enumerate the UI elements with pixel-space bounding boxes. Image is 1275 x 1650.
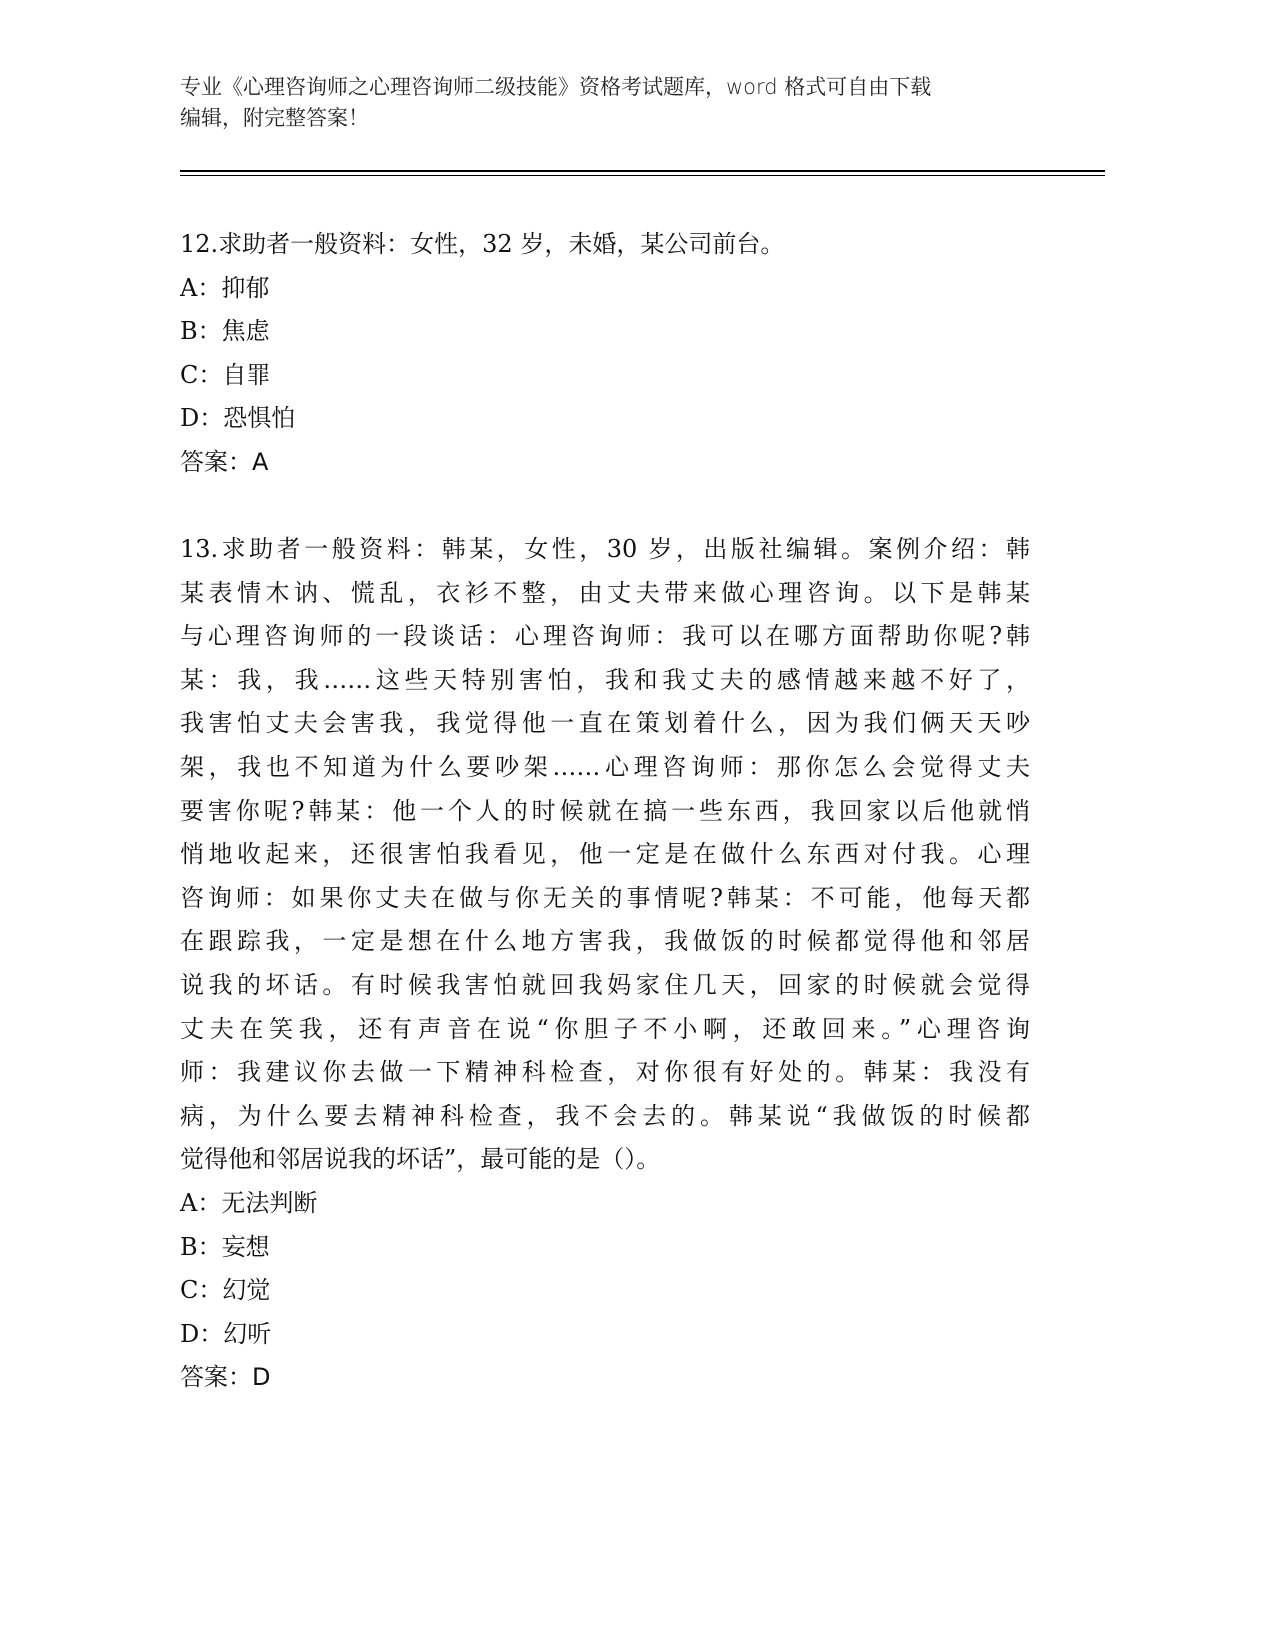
question-stem-line: 与心理咨询师的一段谈话：心理咨询师：我可以在哪方面帮助你呢?韩 <box>180 622 1030 651</box>
question-12 <box>180 223 1030 485</box>
option-a: A：无法判断 <box>180 1188 318 1217</box>
option-d: D：恐惧怕 <box>180 404 296 433</box>
question-stem-line: 架，我也不知道为什么要吵架……心理咨询师：那你怎么会觉得丈夫 <box>180 752 1030 781</box>
answer: 答案：D <box>180 1363 271 1392</box>
answer: 答案：A <box>180 447 269 476</box>
question-stem-line: 师：我建议你去做一下精神科检查，对你很有好处的。韩某：我没有 <box>180 1058 1030 1087</box>
header-line: 编辑，附完整答案！ <box>180 106 369 130</box>
option-d: D：幻听 <box>180 1319 272 1348</box>
document-header <box>180 72 1030 134</box>
question-stem-line: 说我的坏话。有时候我害怕就回我妈家住几天，回家的时候就会觉得 <box>180 970 1030 999</box>
option-a: A：抑郁 <box>180 273 270 302</box>
question-stem-line: 咨询师：如果你丈夫在做与你无关的事情呢?韩某：不可能，他每天都 <box>180 883 1030 912</box>
question-stem-line: 13.求助者一般资料：韩某，女性，30 岁，出版社编辑。案例介绍：韩 <box>180 535 1030 563</box>
option-c: C：幻觉 <box>180 1276 271 1305</box>
option-c: C：自罪 <box>180 360 271 389</box>
header-line: 专业《心理咨询师之心理咨询师二级技能》资格考试题库，word 格式可自由下载 <box>180 75 932 99</box>
question-stem-line: 在跟踪我，一定是想在什么地方害我，我做饭的时候都觉得他和邻居 <box>180 927 1030 956</box>
question-stem-line: 觉得他和邻居说我的坏话”，最可能的是（）。 <box>180 1145 661 1174</box>
question-stem-line: 我害怕丈夫会害我，我觉得他一直在策划着什么，因为我们俩天天吵 <box>180 709 1030 738</box>
header-divider-thin <box>180 175 1105 176</box>
question-stem: 12.求助者一般资料：女性，32 岁，未婚，某公司前台。 <box>180 230 785 258</box>
question-stem-line: 某：我，我……这些天特别害怕，我和我丈夫的感情越来越不好了， <box>180 665 1030 694</box>
question-stem-line: 病，为什么要去精神科检查，我不会去的。韩某说“我做饭的时候都 <box>180 1101 1030 1130</box>
question-stem-line: 丈夫在笑我，还有声音在说“你胆子不小啊，还敢回来。”心理咨询 <box>180 1014 1030 1043</box>
option-b: B：焦虑 <box>180 317 270 346</box>
option-b: B：妄想 <box>180 1232 270 1261</box>
header-divider <box>180 170 1105 172</box>
question-13 <box>180 528 1030 1400</box>
question-stem-line: 某表情木讷、慌乱，衣衫不整，由丈夫带来做心理咨询。以下是韩某 <box>180 578 1030 607</box>
question-stem-line: 要害你呢?韩某：他一个人的时候就在搞一些东西，我回家以后他就悄 <box>180 796 1030 825</box>
question-stem <box>180 528 1030 1182</box>
question-stem-line: 悄地收起来，还很害怕我看见，他一定是在做什么东西对付我。心理 <box>180 840 1030 869</box>
